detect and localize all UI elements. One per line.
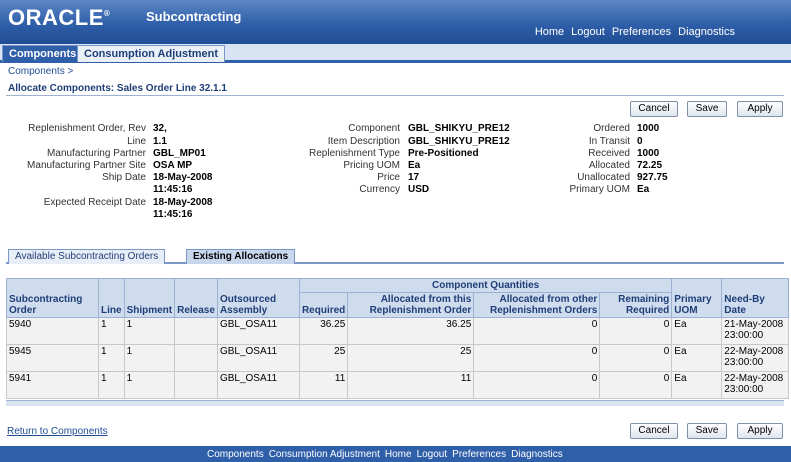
value-line: 1.1 (153, 136, 167, 147)
allocations-table (6, 278, 789, 399)
value-ordered: 1000 (637, 123, 660, 134)
label-manufacturing-partner-site: Manufacturing Partner Site (27, 160, 146, 171)
cell-assembly: GBL_OSA11 (217, 372, 299, 399)
cancel-button-bottom[interactable]: Cancel (630, 423, 678, 439)
cancel-button-top[interactable]: Cancel (630, 101, 678, 117)
label-item-description: Item Description (327, 136, 400, 147)
col-primary-uom[interactable]: Primary UOM (672, 279, 722, 318)
value-expected-receipt-time: 11:45:16 (153, 209, 193, 220)
tab-consumption-adjustment[interactable]: Consumption Adjustment (77, 45, 225, 62)
footer-link-logout[interactable]: Logout (416, 449, 448, 460)
cell-assembly: GBL_OSA11 (217, 318, 299, 345)
table-footer-bar (6, 400, 784, 406)
cell-release (175, 372, 218, 399)
cell-shipment: 1 (124, 345, 175, 372)
value-manufacturing-partner-site: OSA MP (153, 160, 193, 171)
apply-button-bottom[interactable]: Apply (737, 423, 783, 439)
cell-remaining: 0 (600, 318, 672, 345)
cell-required: 25 (299, 345, 347, 372)
footer-link-consumption-adjustment[interactable]: Consumption Adjustment (268, 449, 380, 460)
cell-shipment: 1 (124, 318, 175, 345)
value-pricing-uom: Ea (408, 160, 421, 171)
component-quantities-group-header: Component Quantities (299, 279, 671, 293)
value-price: 17 (408, 172, 420, 183)
label-replenishment-order: Replenishment Order, Rev (28, 123, 146, 134)
cell-allocated-other: 0 (474, 318, 600, 345)
value-component: GBL_SHIKYU_PRE12 (408, 123, 510, 134)
label-allocated: Allocated (588, 160, 630, 171)
need-by-date: 21-May-2008 (724, 319, 784, 330)
save-button-bottom[interactable]: Save (687, 423, 727, 439)
allocation-subtab-bar (6, 249, 784, 264)
cell-need-by (722, 318, 789, 345)
global-links (535, 26, 735, 38)
value-in-transit: 0 (637, 136, 643, 147)
need-by-time: 23:00:00 (724, 357, 764, 368)
cell-uom: Ea (672, 318, 722, 345)
col-subcontracting-order[interactable]: Subcontracting Order (7, 279, 99, 318)
cell-remaining: 0 (600, 372, 672, 399)
label-price: Price (377, 172, 400, 183)
label-in-transit: In Transit (588, 136, 630, 147)
global-link-logout[interactable]: Logout (571, 26, 605, 38)
value-expected-receipt-date: 18-May-2008 (153, 197, 213, 208)
global-link-home[interactable]: Home (534, 26, 565, 38)
global-link-preferences[interactable]: Preferences (611, 26, 672, 38)
cell-order: 5941 (7, 372, 99, 399)
cell-need-by (722, 372, 789, 399)
value-currency: USD (408, 184, 430, 195)
value-ship-time: 11:45:16 (153, 184, 193, 195)
footer-link-preferences[interactable]: Preferences (452, 449, 507, 460)
need-by-time: 23:00:00 (724, 330, 764, 341)
logo-text: ORACLE (8, 5, 104, 30)
value-manufacturing-partner: GBL_MP01 (153, 148, 206, 159)
label-manufacturing-partner: Manufacturing Partner (47, 148, 146, 159)
cell-allocated-other: 0 (474, 345, 600, 372)
need-by-date: 22-May-2008 (724, 346, 784, 357)
col-outsourced-assembly[interactable]: Outsourced Assembly (217, 279, 299, 318)
value-ship-date: 18-May-2008 (153, 172, 213, 183)
col-remaining-required[interactable]: Remaining Required (600, 293, 672, 318)
cell-allocated-this: 25 (348, 345, 474, 372)
col-need-by-date[interactable]: Need-By Date (722, 279, 789, 318)
col-release[interactable]: Release (175, 279, 218, 318)
col-allocated-from-this[interactable]: Allocated from this Replenishment Order (348, 293, 474, 318)
table-row (7, 372, 789, 399)
footer-link-components[interactable]: Components (207, 449, 264, 460)
value-item-description: GBL_SHIKYU_PRE12 (408, 136, 510, 147)
cell-release (175, 318, 218, 345)
footer-link-home[interactable]: Home (384, 449, 412, 460)
global-link-diagnostics[interactable]: Diagnostics (678, 26, 735, 38)
oracle-logo (8, 5, 110, 31)
cell-required: 36.25 (299, 318, 347, 345)
label-currency: Currency (359, 184, 400, 195)
cell-need-by (722, 345, 789, 372)
tab-components[interactable]: Components (2, 45, 83, 62)
cell-uom: Ea (672, 345, 722, 372)
return-to-components-link[interactable]: Return to Components (7, 426, 108, 437)
label-line: Line (127, 136, 146, 147)
registered-mark-icon: ® (103, 9, 111, 18)
cell-order: 5940 (7, 318, 99, 345)
need-by-date: 22-May-2008 (724, 373, 784, 384)
col-shipment[interactable]: Shipment (124, 279, 175, 318)
label-component: Component (348, 123, 400, 134)
cell-order: 5945 (7, 345, 99, 372)
subtab-available-orders[interactable]: Available Subcontracting Orders (8, 249, 165, 264)
need-by-time: 23:00:00 (724, 384, 764, 395)
value-primary-uom: Ea (637, 184, 650, 195)
app-title: Subcontracting (146, 9, 242, 24)
page-title: Allocate Components: Sales Order Line 32.1.1 (8, 83, 227, 94)
value-replenishment-order: 32, (153, 123, 167, 134)
table-row (7, 318, 789, 345)
label-replenishment-type: Replenishment Type (309, 148, 400, 159)
cell-release (175, 345, 218, 372)
col-allocated-from-other[interactable]: Allocated from other Replenishment Orders (474, 293, 600, 318)
cell-remaining: 0 (600, 345, 672, 372)
table-row (7, 345, 789, 372)
label-ship-date: Ship Date (102, 172, 146, 183)
apply-button-top[interactable]: Apply (737, 101, 783, 117)
footer-link-diagnostics[interactable]: Diagnostics (511, 449, 563, 460)
value-unallocated: 927.75 (637, 172, 668, 183)
global-header (0, 0, 791, 44)
breadcrumb[interactable]: Components > (8, 66, 74, 77)
label-expected-receipt-date: Expected Receipt Date (43, 197, 146, 208)
value-replenishment-type: Pre-Positioned (408, 148, 479, 159)
label-primary-uom: Primary UOM (569, 184, 630, 195)
footer-links (207, 449, 563, 460)
label-pricing-uom: Pricing UOM (343, 160, 400, 171)
cell-allocated-this: 11 (348, 372, 474, 399)
col-required[interactable]: Required (299, 293, 347, 318)
col-line[interactable]: Line (99, 279, 125, 318)
value-allocated: 72.25 (637, 160, 663, 171)
cell-assembly: GBL_OSA11 (217, 345, 299, 372)
subtab-existing-allocations[interactable]: Existing Allocations (186, 249, 295, 264)
cell-required: 11 (299, 372, 347, 399)
tab-bar (0, 44, 791, 63)
cell-line: 1 (99, 345, 125, 372)
value-received: 1000 (637, 148, 660, 159)
label-received: Received (588, 148, 630, 159)
cell-allocated-this: 36.25 (348, 318, 474, 345)
label-unallocated: Unallocated (577, 172, 630, 183)
cell-line: 1 (99, 318, 125, 345)
save-button-top[interactable]: Save (687, 101, 727, 117)
cell-uom: Ea (672, 372, 722, 399)
cell-allocated-other: 0 (474, 372, 600, 399)
label-ordered: Ordered (593, 123, 630, 134)
cell-shipment: 1 (124, 372, 175, 399)
cell-line: 1 (99, 372, 125, 399)
title-divider (6, 95, 784, 96)
